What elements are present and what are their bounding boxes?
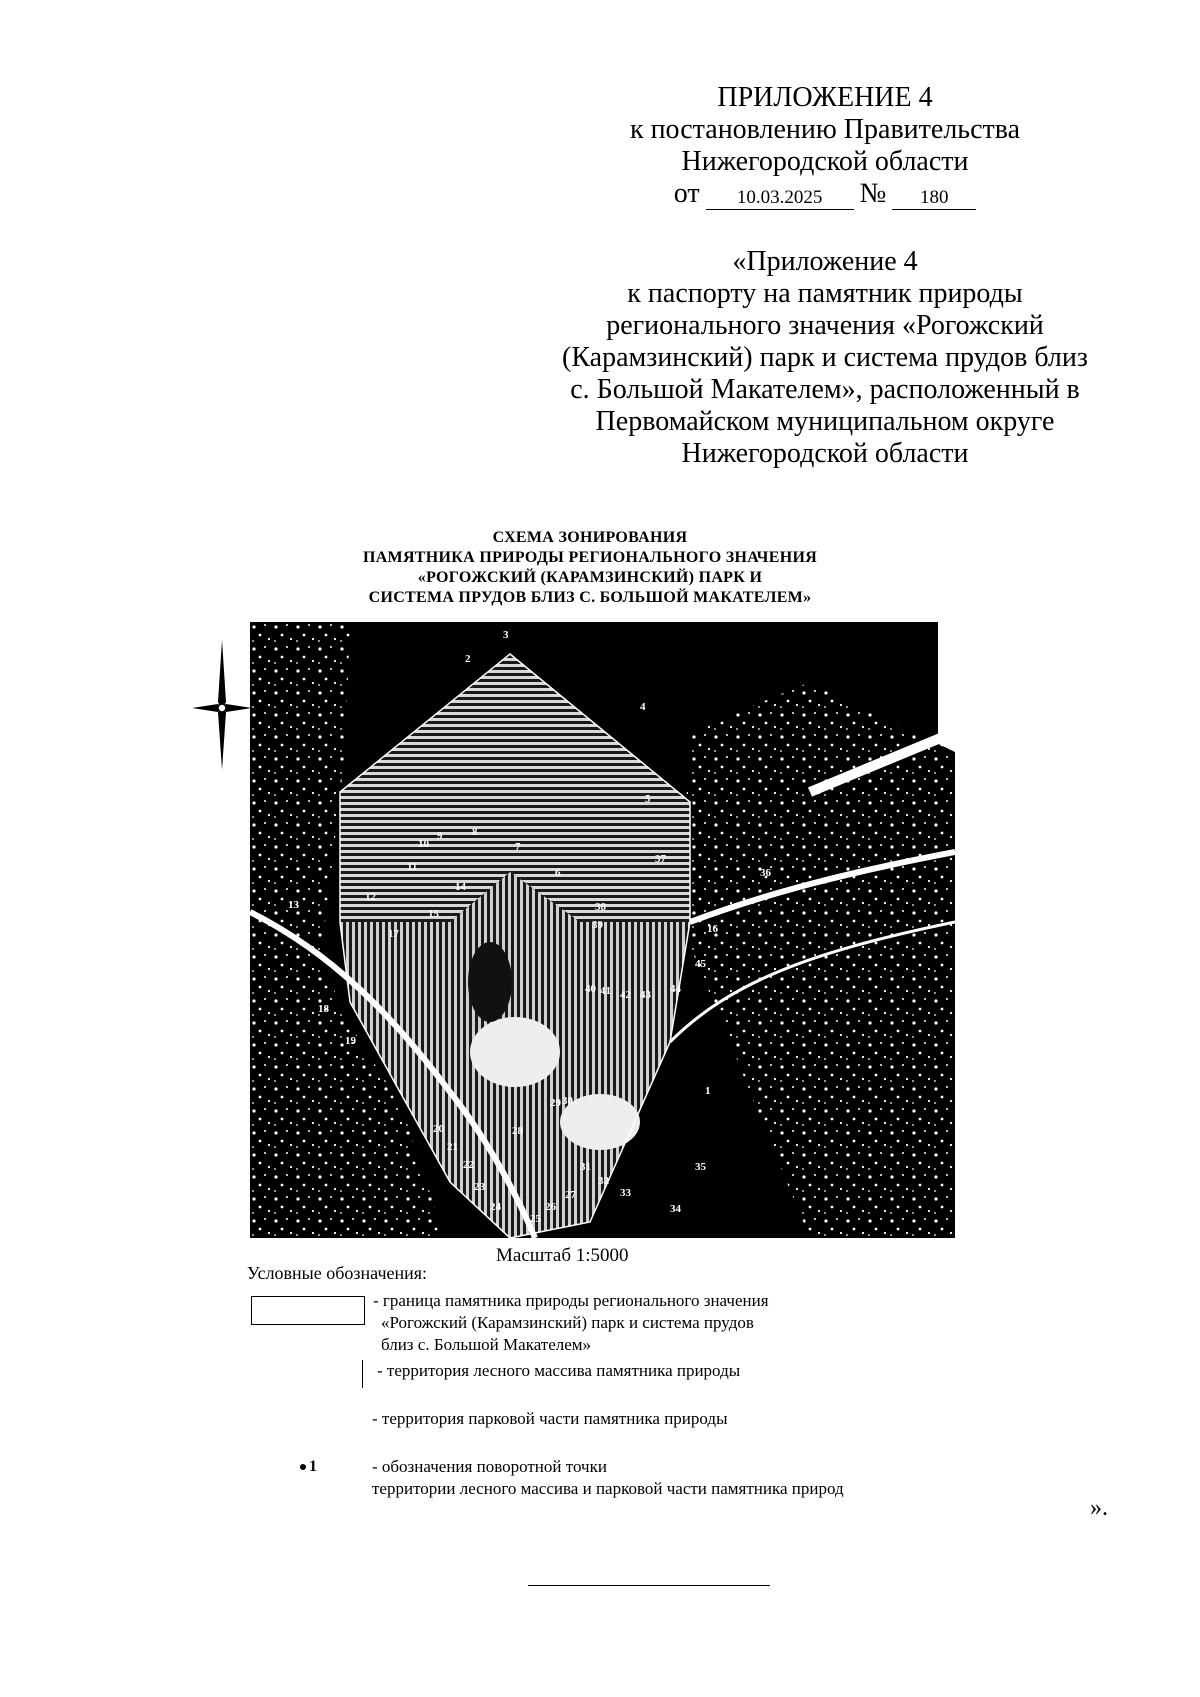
scheme-title-line-3: «РОГОЖСКИЙ (КАРАМЗИНСКИЙ) ПАРК И — [417, 569, 763, 586]
legend-boundary-swatch — [251, 1296, 365, 1325]
appendix-title: ПРИЛОЖЕНИЕ 4 — [717, 82, 933, 113]
legend-forest-swatch — [362, 1360, 363, 1388]
point-label: 16 — [707, 923, 718, 935]
point-label: 38 — [595, 901, 606, 913]
sub-line-3: регионального значения «Рогожский — [606, 310, 1044, 341]
point-label: 4 — [640, 701, 646, 713]
legend-title: Условные обозначения: — [247, 1263, 428, 1283]
point-label: 40 — [585, 983, 596, 995]
decree-date: 10.03.2025 — [706, 187, 854, 210]
point-label: 27 — [565, 1189, 576, 1201]
north-arrow-icon — [192, 640, 252, 770]
point-label: 26 — [545, 1201, 556, 1213]
legend-forest: - территория лесного массива памятника природы — [377, 1361, 741, 1380]
point-label: 28 — [512, 1125, 523, 1137]
from-label: от — [673, 178, 700, 209]
point-dot-icon — [300, 1464, 306, 1470]
point-label: 13 — [288, 899, 299, 911]
point-label: 31 — [580, 1161, 591, 1173]
point-label: 30 — [562, 1095, 573, 1107]
point-label: 14 — [455, 881, 466, 893]
point-label: 33 — [620, 1187, 631, 1199]
legend-boundary-line-1: - граница памятника природы регионального значения — [373, 1291, 769, 1310]
point-label: 44 — [670, 983, 681, 995]
point-label: 20 — [433, 1123, 444, 1135]
scheme-title-line-4: СИСТЕМА ПРУДОВ БЛИЗ С. БОЛЬШОЙ МАКАТЕЛЕМ» — [368, 589, 812, 606]
zoning-map — [250, 622, 955, 1238]
divider-line — [528, 1585, 770, 1586]
point-label: 6 — [555, 867, 561, 879]
point-label: 5 — [645, 793, 651, 805]
sub-line-1: «Приложение 4 — [732, 246, 918, 277]
closing-quote: ». — [1090, 1495, 1108, 1521]
region-line: Нижегородской области — [681, 146, 969, 177]
decree-number: 180 — [892, 187, 976, 210]
point-label: 19 — [345, 1035, 356, 1047]
point-label: 34 — [670, 1203, 681, 1215]
point-label: 32 — [598, 1175, 609, 1187]
map-scale: Масштаб 1:5000 — [496, 1245, 629, 1266]
point-label: 8 — [472, 826, 478, 838]
point-label: 18 — [318, 1003, 329, 1015]
point-label: 41 — [600, 985, 611, 997]
point-label: 24 — [490, 1201, 501, 1213]
legend-boundary-line-3: близ с. Большой Макателем» — [381, 1335, 592, 1354]
appendix-header — [545, 82, 1105, 210]
legend-boundary-line-2: «Рогожский (Карамзинский) парк и система прудов — [381, 1313, 754, 1332]
sub-line-6: Первомайском муниципальном округе — [595, 406, 1055, 437]
point-label: 45 — [695, 958, 706, 970]
sub-line-2: к паспорту на памятник природы — [627, 278, 1023, 309]
point-label: 7 — [515, 841, 521, 853]
point-label: 39 — [592, 919, 603, 931]
point-label: 15 — [428, 908, 439, 920]
point-label: 22 — [463, 1159, 474, 1171]
point-label: 12 — [365, 891, 376, 903]
point-label: 35 — [695, 1161, 706, 1173]
point-label: 29 — [550, 1097, 561, 1109]
number-label: № — [859, 178, 887, 209]
passport-appendix-header — [545, 246, 1105, 470]
legend-park: - территория парковой части памятника природы — [372, 1409, 728, 1428]
point-label: 1 — [705, 1085, 711, 1097]
legend-point-line-1: - обозначения поворотной точки — [372, 1457, 607, 1476]
scheme-title-line-2: ПАМЯТНИКА ПРИРОДЫ РЕГИОНАЛЬНОГО ЗНАЧЕНИЯ — [362, 549, 818, 566]
decree-line — [545, 178, 1105, 210]
point-label: 11 — [407, 861, 418, 873]
legend-point — [372, 1456, 844, 1500]
legend-boundary — [373, 1290, 769, 1356]
sub-line-4: (Карамзинский) парк и система прудов близ — [562, 342, 1088, 373]
sub-line-7: Нижегородской области — [681, 438, 969, 469]
point-label: 2 — [465, 653, 471, 665]
point-label: 43 — [640, 989, 651, 1001]
legend-point-marker — [300, 1458, 317, 1476]
point-label: 25 — [530, 1213, 541, 1225]
point-label: 10 — [418, 838, 429, 850]
point-label: 23 — [474, 1181, 485, 1193]
point-label: 9 — [437, 830, 443, 842]
point-label: 21 — [447, 1141, 458, 1153]
legend-point-number: 1 — [309, 1458, 317, 1475]
legend-point-line-2: территории лесного массива и парковой части памятника природ — [372, 1479, 844, 1498]
resolution-line: к постановлению Правительства — [629, 114, 1021, 145]
scheme-title — [250, 528, 930, 608]
point-label: 17 — [388, 928, 399, 940]
point-label: 3 — [503, 629, 509, 641]
point-label: 37 — [655, 853, 666, 865]
point-label: 36 — [760, 867, 771, 879]
point-label: 42 — [620, 989, 631, 1001]
sub-line-5: с. Большой Макателем», расположенный в — [570, 374, 1080, 405]
scheme-title-line-1: СХЕМА ЗОНИРОВАНИЯ — [492, 529, 688, 546]
